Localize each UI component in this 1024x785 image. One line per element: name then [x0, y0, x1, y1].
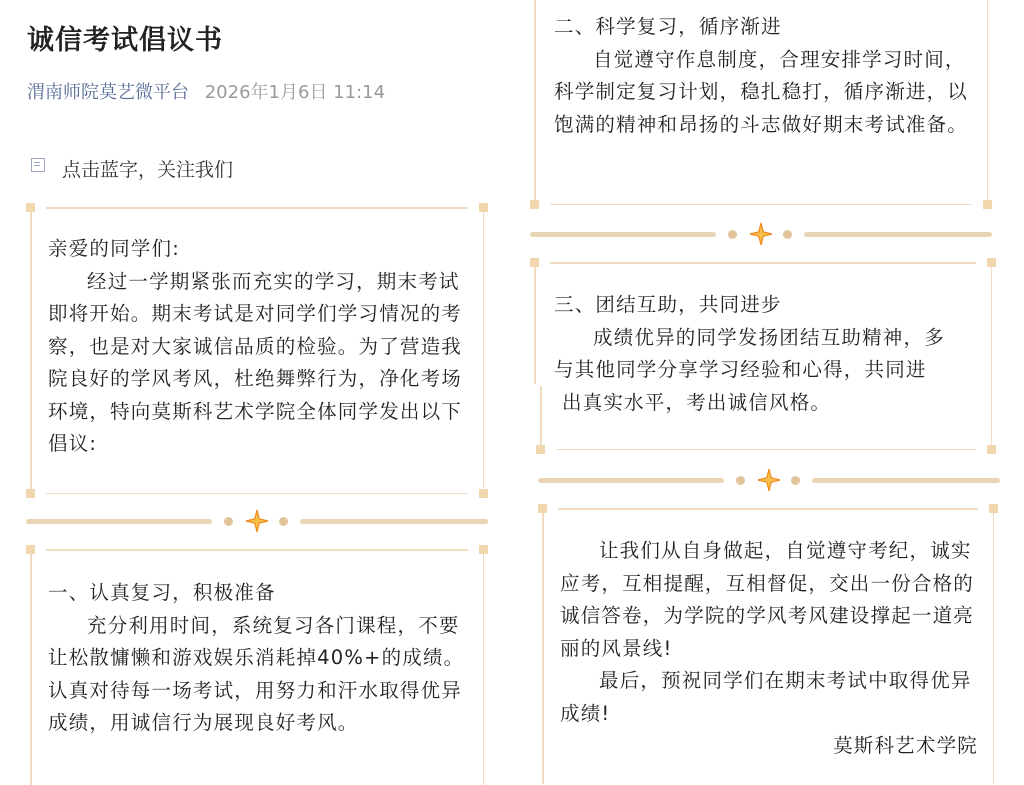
closing-paragraph: 让我们从自身做起，自觉遵守考纪，诚实应考，互相提醒，互相督促，交出一份合格的诚信答卷，为学院的学风考风建设撑起一道亮丽的风景线!	[560, 539, 975, 660]
section-2-card	[530, 0, 992, 209]
article-link-icon	[31, 158, 45, 172]
publish-date: 2026年1月6日 11:14	[204, 82, 386, 103]
account-name-link[interactable]: 渭南师院莫艺微平台	[27, 82, 189, 103]
section-3-card	[530, 258, 996, 454]
follow-prompt[interactable]	[31, 155, 233, 182]
article-title: 诚信考试倡议书	[27, 25, 223, 56]
follow-prompt-text: 点击蓝字，关注我们	[62, 159, 234, 181]
section-2-heading: 二、科学复习，循序渐进	[554, 15, 782, 38]
intro-card	[26, 203, 488, 498]
section-1-heading: 一、认真复习，积极准备	[48, 581, 276, 604]
salutation: 亲爱的同学们:	[48, 237, 180, 260]
sparkle-star-icon	[749, 222, 773, 246]
section-3-line-2: 与其他同学分享学习经验和心得，共同进	[554, 358, 927, 381]
closing-card	[538, 504, 998, 784]
section-1-card	[26, 545, 488, 785]
section-3-line-1: 成绩优异的同学发扬团结互助精神，多	[593, 325, 945, 349]
sparkle-star-icon	[245, 509, 269, 533]
article-meta	[27, 78, 385, 104]
section-divider	[538, 468, 1000, 492]
signature: 莫斯科艺术学院	[833, 734, 978, 757]
section-1-paragraph: 充分利用时间，系统复习各门课程，不要让松散慵懒和游戏娱乐消耗掉40%+的成绩。认真对待每一场考试，用努力和汗水取得优异成绩，用诚信行为展现良好考风。	[48, 613, 465, 734]
intro-paragraph: 经过一学期紧张而充实的学习，期末考试即将开始。期末考试是对同学们学习情况的考察，也是对大家诚信品质的检验。为了营造我院良好的学风考风，杜绝舞弊行为，净化考场环境，特向莫斯科艺术学院全体同学发出以下倡议:	[48, 269, 463, 455]
sparkle-star-icon	[757, 468, 781, 492]
section-3-line-3: 出真实水平，考出诚信风格。	[562, 390, 832, 414]
section-2-paragraph: 自觉遵守作息制度，合理安排学习时间，科学制定复习计划，稳扎稳打，循序渐进，以饱满的精神和昂扬的斗志做好期末考试准备。	[554, 47, 969, 136]
section-divider	[530, 222, 992, 246]
section-3-heading: 三、团结互助，共同进步	[554, 293, 782, 316]
closing-wish: 最后，预祝同学们在期末考试中取得优异成绩!	[560, 669, 972, 725]
section-divider	[26, 509, 488, 533]
